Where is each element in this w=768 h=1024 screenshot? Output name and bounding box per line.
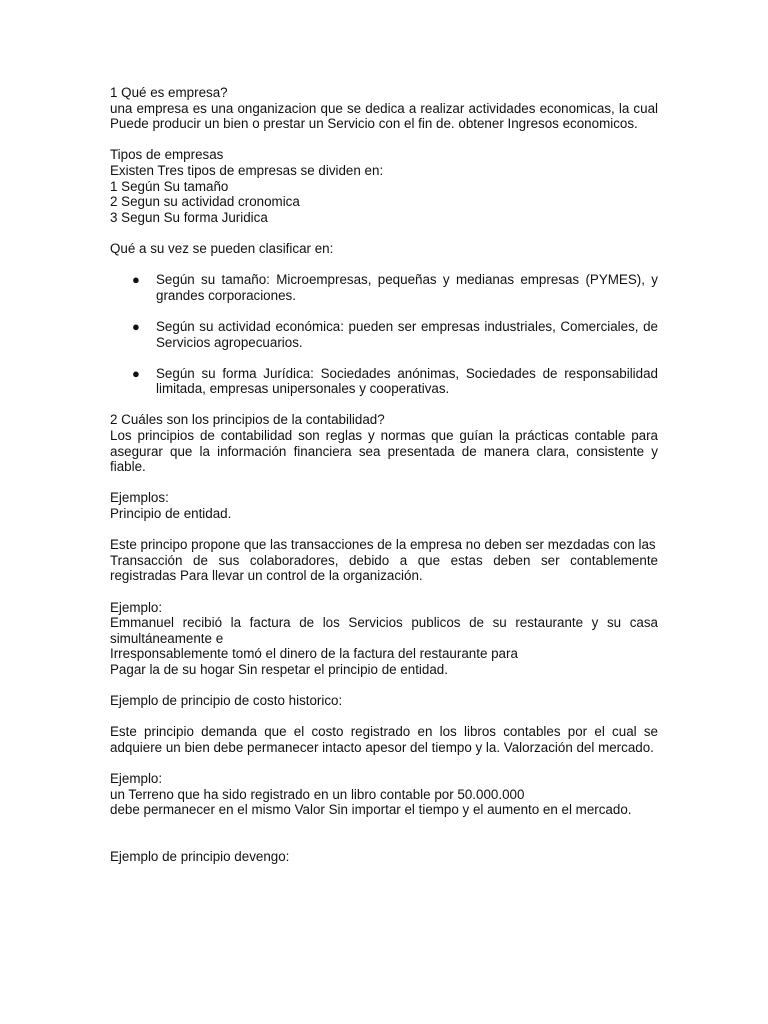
list-item: [110, 272, 658, 303]
company-definition: una empresa es una onganizacion que se dedica a realizar actividades economicas, la cual Puede producir un bien o prestar un Servicio con el fin de. obtener Ingresos economicos.: [110, 100, 658, 132]
entity-example-text: Emmanuel recibió la factura de los Servicios publicos de su restaurante y su casa simultáneamente e: [110, 615, 658, 646]
cost-description: Este principio demanda que el costo registrado en los libros contables por el cual se adquiere un bien debe permanecer intacto apesor del tiempo y la. Valorzación del mercado.: [110, 724, 658, 755]
bullet-icon: ●: [132, 272, 140, 288]
cost-example-heading: Ejemplo:: [110, 771, 163, 787]
question-1: 1 Qué es empresa?: [110, 85, 228, 100]
cost-title: Ejemplo de principio de costo historico:: [110, 693, 343, 709]
entity-example-text: Pagar la de su hogar Sin respetar el principio de entidad.: [110, 661, 448, 677]
types-item: 3 Segun Su forma Juridica: [110, 209, 268, 225]
cost-example-text: un Terreno que ha sido registrado en un libro contable por 50.000.000: [110, 786, 525, 802]
cost-example-text: debe permanecer en el mismo Valor Sin importar el tiempo y el aumento en el mercado.: [110, 802, 632, 818]
types-item: 2 Segun su actividad cronomica: [110, 194, 300, 210]
bullet-text: Según su actividad económica: pueden ser empresas industriales, Comerciales, de Servicios agropecuarios.: [156, 318, 658, 350]
entity-example-heading: Ejemplo:: [110, 599, 163, 615]
examples-heading: Ejemplos:: [110, 490, 169, 506]
accrual-title: Ejemplo de principio devengo:: [110, 849, 290, 865]
classification-intro: Qué a su vez se pueden clasificar en:: [110, 240, 334, 256]
entity-title: Principio de entidad.: [110, 506, 232, 522]
types-intro: Existen Tres tipos de empresas se dividen en:: [110, 162, 384, 178]
bullet-icon: ●: [132, 318, 140, 334]
classification-list: [110, 272, 658, 397]
entity-description: Transacción de sus colaboradores, debido a que estas deben ser contablemente registradas Para llevar un control de la organización.: [110, 552, 658, 584]
entity-description: Este principo propone que las transacciones de la empresa no deben ser mezdadas con las: [110, 537, 656, 553]
types-item: 1 Según Su tamaño: [110, 178, 229, 194]
types-heading: Tipos de empresas: [110, 147, 224, 163]
bullet-text: Según su forma Jurídica: Sociedades anónimas, Sociedades de responsabilidad limitada, empresas unipersonales y cooperativas.: [156, 365, 658, 397]
bullet-icon: ●: [132, 365, 140, 381]
entity-example-text: Irresponsablemente tomó el dinero de la factura del restaurante para: [110, 646, 518, 662]
bullet-text: Según su tamaño: Microempresas, pequeñas y medianas empresas (PYMES), y grandes corporaciones.: [156, 272, 658, 303]
document-page: [110, 85, 658, 865]
principles-definition: Los principios de contabilidad son reglas y normas que guían la prácticas contable para asegurar que la información financiera sea presentada de manera clara, consistente y fiable.: [110, 428, 658, 475]
list-item: [110, 319, 658, 350]
list-item: [110, 366, 658, 397]
question-2: 2 Cuáles son los principios de la contabilidad?: [110, 412, 385, 428]
